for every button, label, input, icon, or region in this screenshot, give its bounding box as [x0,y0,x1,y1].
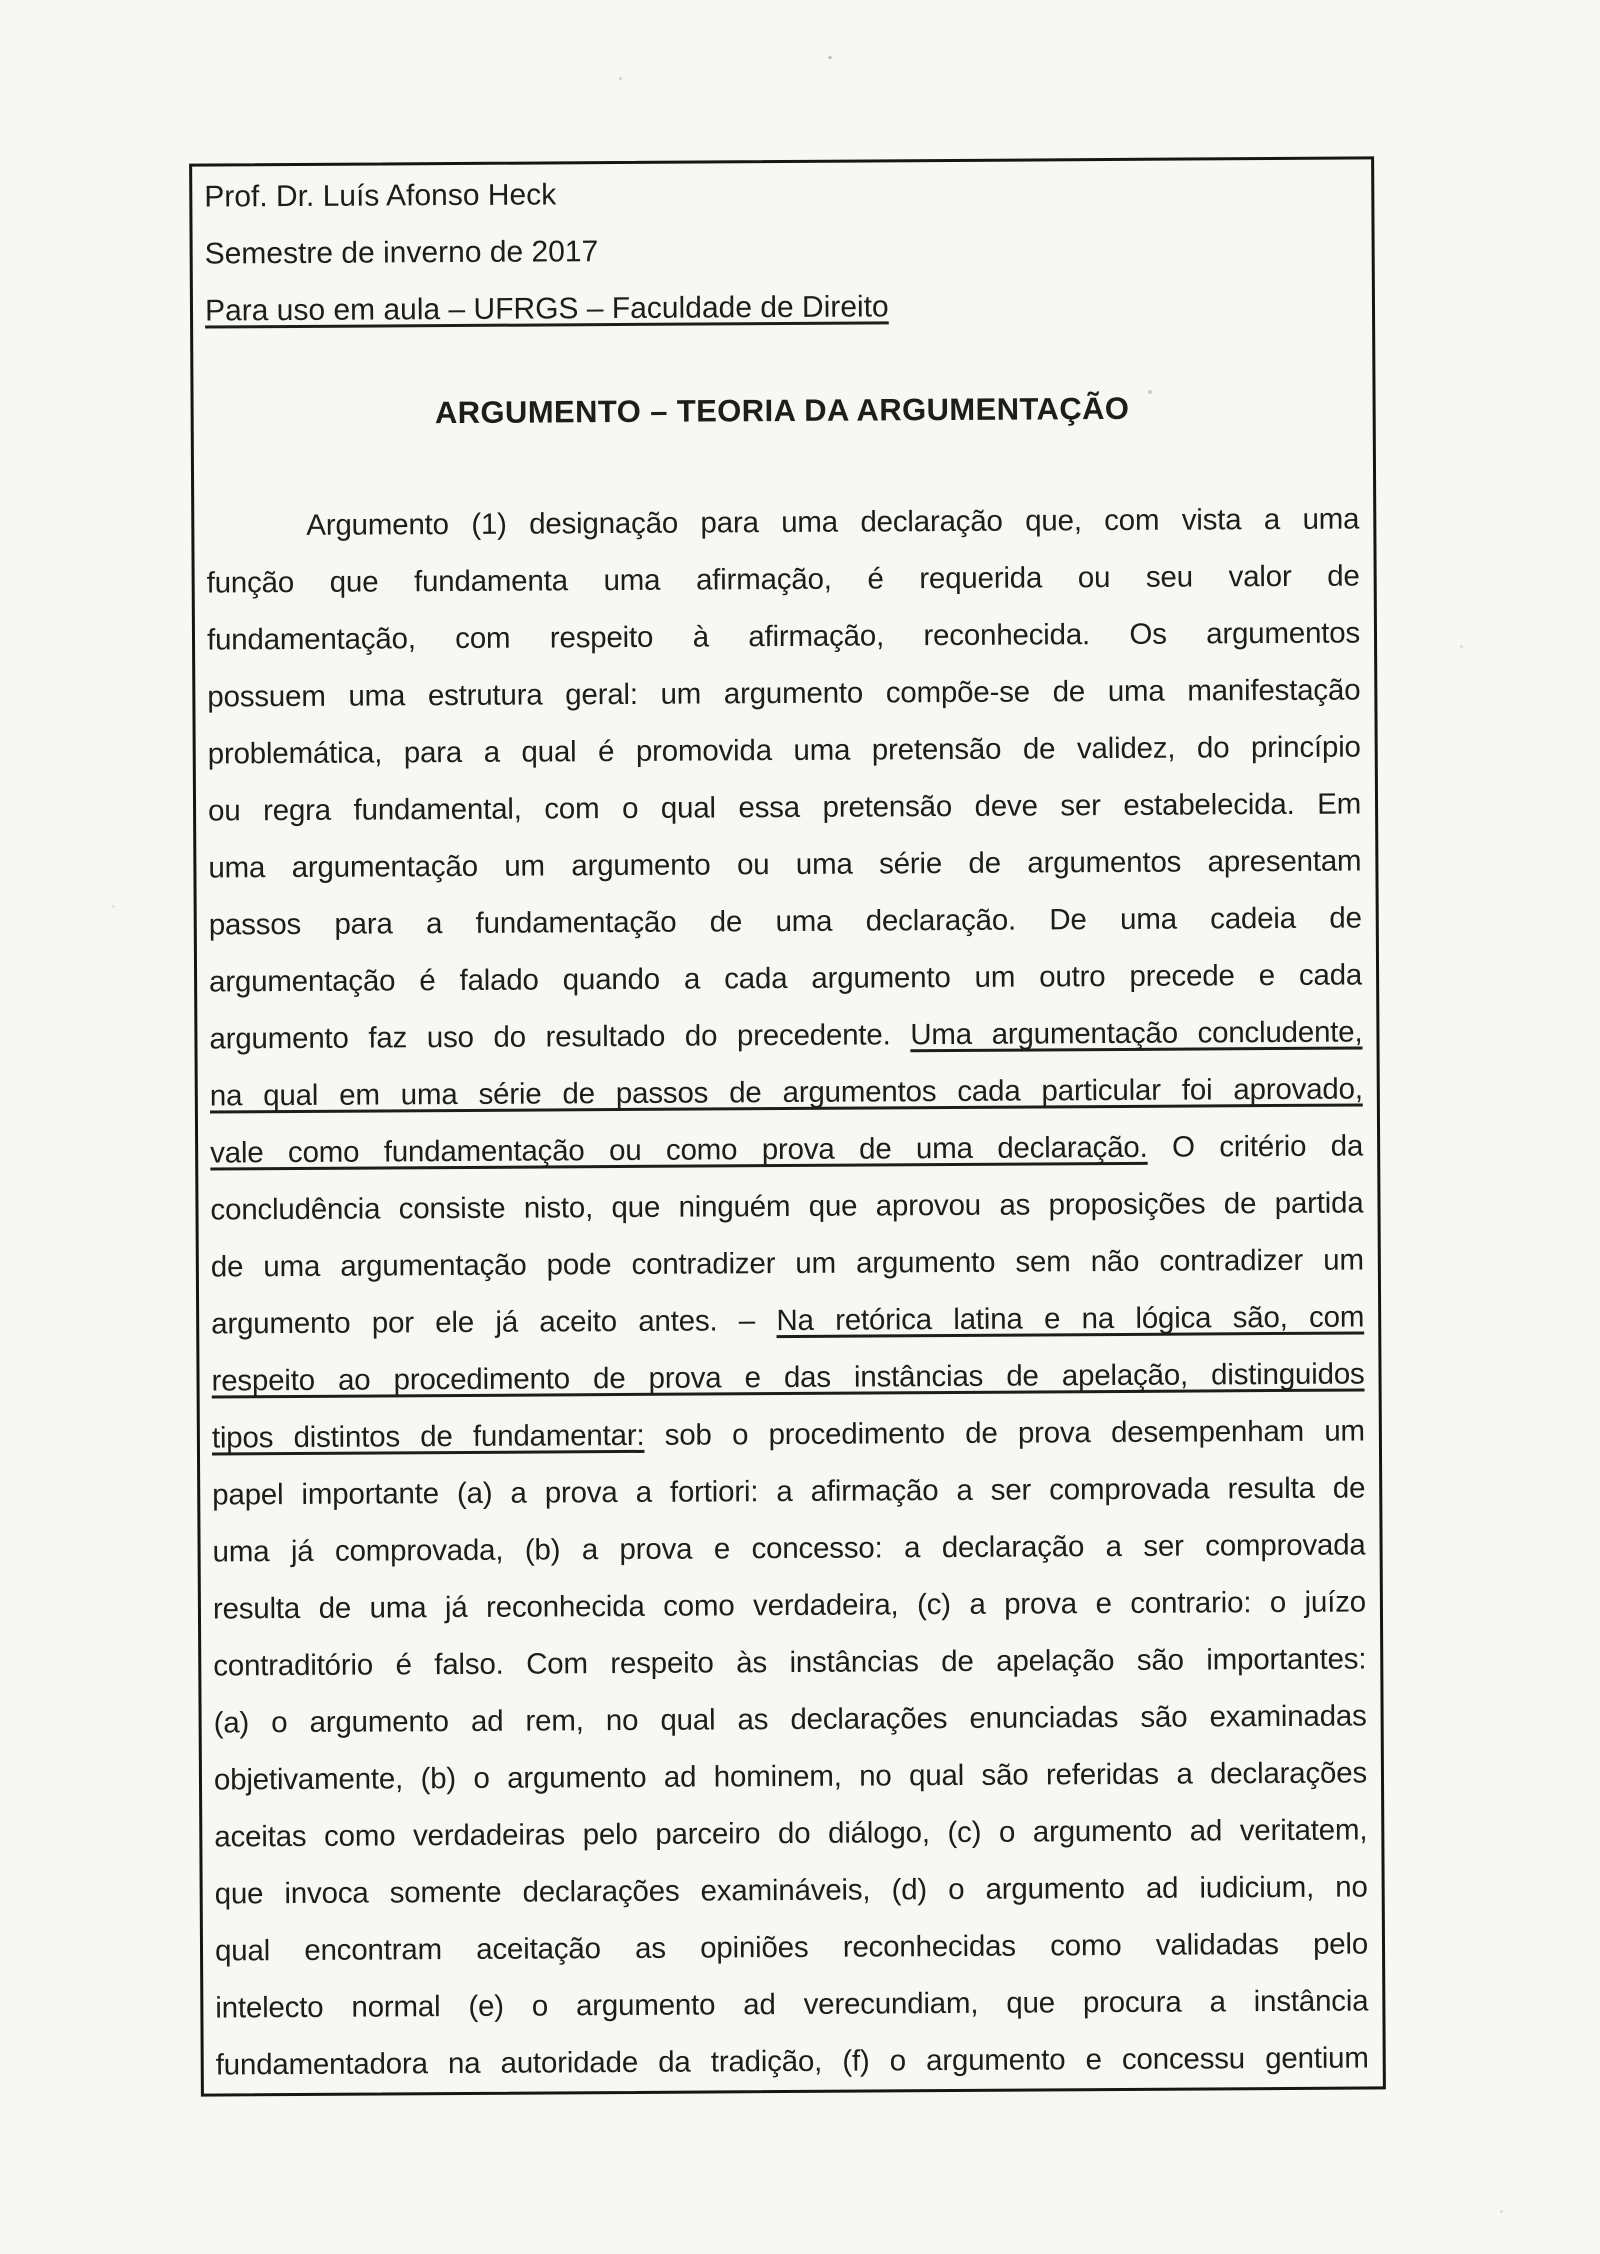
text-line [206,547,1359,611]
text-line [211,1288,1364,1352]
text-line [213,1630,1366,1694]
text-segment: fundamentação, com respeito à afirmação, reconhecida. Os argumentos [206,616,1361,657]
text-line [209,1003,1362,1067]
text-line [208,775,1361,839]
text-segment: concludência consiste nisto, que ninguém que aprovou as proposições de partida [210,1186,1364,1227]
scan-speck [1500,2210,1503,2213]
text-line [211,1345,1364,1409]
text-segment: contraditório é falso. Com respeito às instâncias de apelação são importantes: [213,1642,1367,1683]
text-segment: aceitas como verdadeiras pelo parceiro do diálogo, (c) o argumento ad veritatem, [214,1813,1368,1854]
text-segment: resulta de uma já reconhecida como verdadeira, (c) a prova e contrario: o juízo [212,1585,1367,1626]
text-line [209,946,1362,1010]
underlined-text-segment: Uma argumentação concludente, [910,1015,1363,1052]
text-segment: argumento por ele já aceito antes. – [211,1304,777,1341]
body-lines [206,490,1369,2093]
text-segment: (a) o argumento ad rem, no qual as declarações enunciadas são examinadas [213,1699,1367,1740]
text-segment: função que fundamenta uma afirmação, é requerida ou seu valor de [206,559,1360,600]
text-segment: uma argumentação um argumento ou uma série de argumentos apresentam [208,844,1362,885]
document-border-frame [189,156,1386,2096]
scan-speck [1460,645,1463,648]
text-segment: uma já comprovada, (b) a prova e concesso: a declaração a ser comprovada [212,1528,1366,1569]
text-line [207,604,1360,668]
underlined-text-segment: na qual em uma série de passos de argumentos cada particular foi aprovado, [209,1072,1363,1113]
text-segment: ou regra fundamental, com o qual essa pretensão deve ser estabelecida. Em [207,787,1362,828]
scan-speck [112,905,115,908]
text-segment: argumentação é falado quando a cada argumento um outro precede e cada [209,958,1363,999]
text-line [214,1744,1367,1808]
text-line [206,490,1359,554]
text-line [207,661,1360,725]
text-line [213,1573,1366,1637]
header-line: Prof. Dr. Luís Afonso Heck [204,178,557,214]
text-segment: qual encontram aceitação as opiniões reconhecidas como validadas pelo [214,1927,1369,1968]
underlined-text-segment: vale como fundamentação ou como prova de uma declaração. [210,1130,1148,1170]
text-line [208,718,1361,782]
text-line [212,1459,1365,1523]
document-title: ARGUMENTO – TEORIA DA ARGUMENTAÇÃO [434,390,1130,431]
header-lines [204,162,1358,340]
text-segment: Argumento (1) designação para uma declaração que, com vista a uma [306,502,1360,542]
text-segment: passos para a fundamentação de uma declaração. De uma cadeia de [208,901,1362,942]
text-line [212,1516,1365,1580]
text-line [214,1801,1367,1865]
text-segment: papel importante (a) a prova a fortiori: a afirmação a ser comprovada resulta de [212,1471,1366,1512]
text-line [215,1858,1368,1922]
text-line [215,1972,1368,2036]
text-segment: possuem uma estrutura geral: um argumento compõe-se de uma manifestação [207,673,1361,714]
scan-speck [828,56,832,59]
text-segment: sob o procedimento de prova desempenham um [644,1414,1365,1452]
text-segment: objetivamente, (b) o argumento ad hominem, no qual são referidas a declarações [213,1756,1368,1797]
text-line [210,1174,1363,1238]
text-line [209,889,1362,953]
header-line: Para uso em aula – UFRGS – Faculdade de Direito [204,290,889,328]
text-line [216,2029,1369,2093]
text-line [210,1060,1363,1124]
text-segment: que invoca somente declarações examináveis, (d) o argumento ad iudicium, no [214,1870,1368,1911]
text-segment: problemática, para a qual é promovida uma pretensão de validez, do princípio [207,730,1361,771]
header-line: Semestre de inverno de 2017 [204,235,599,271]
text-line [215,1915,1368,1979]
text-line [210,1117,1363,1181]
text-segment: argumento faz uso do resultado do precedente. [209,1018,911,1056]
underlined-text-segment: respeito ao procedimento de prova e das instâncias de apelação, distinguidos [211,1357,1365,1398]
text-segment: intelecto normal (e) o argumento ad verecundiam, que procura a instância [215,1984,1369,2025]
text-segment: fundamentadora na autoridade da tradição, (f) o argumento e concessu gentium [215,2041,1369,2082]
text-line [208,832,1361,896]
text-line [213,1687,1366,1751]
underlined-text-segment: tipos distintos de fundamentar: [211,1418,645,1455]
underlined-text-segment: Na retórica latina e na lógica são, com [776,1300,1365,1338]
scan-speck [619,77,622,80]
text-line [212,1402,1365,1466]
text-segment: O critério da [1147,1129,1364,1164]
text-segment: de uma argumentação pode contradizer um argumento sem não contradizer um [210,1243,1364,1284]
text-line [211,1231,1364,1295]
